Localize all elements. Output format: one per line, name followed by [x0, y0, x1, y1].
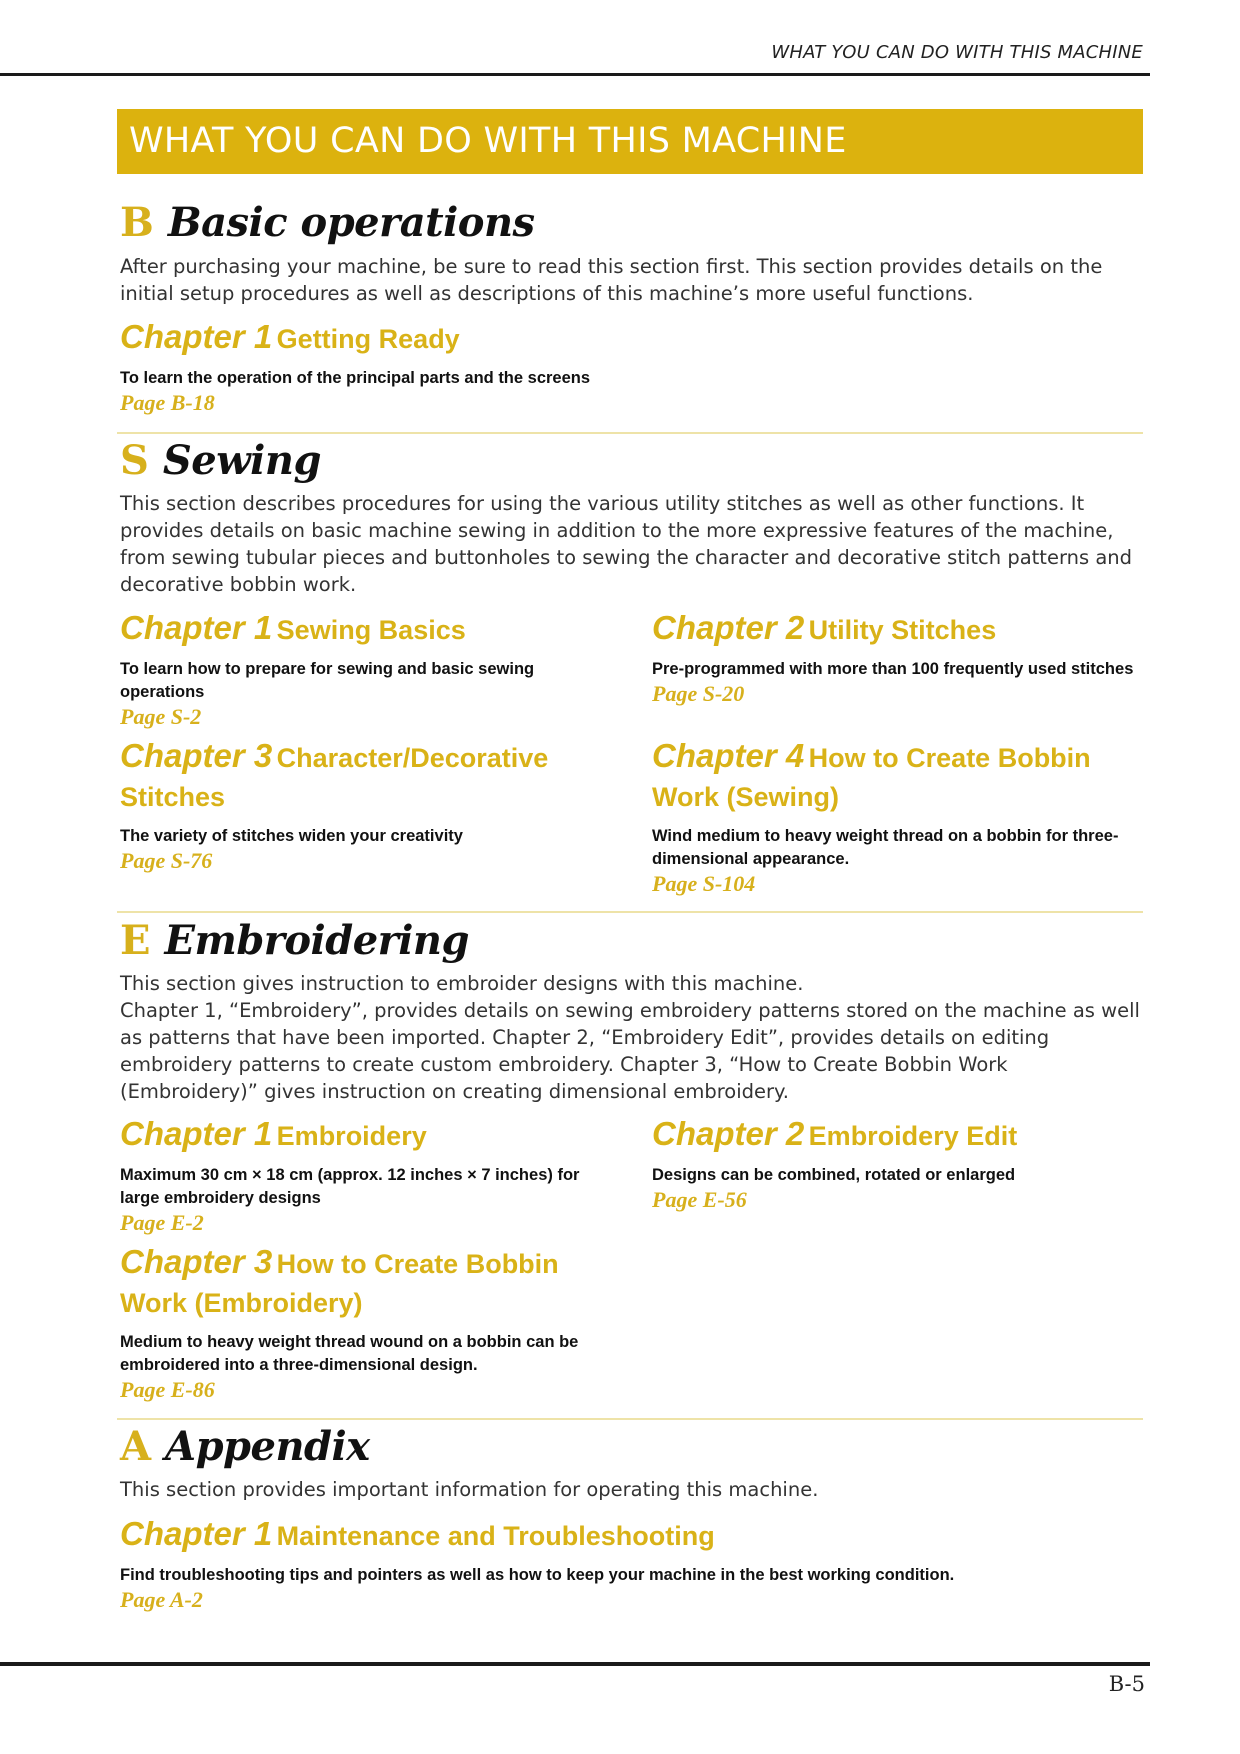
section-title: Embroidering: [164, 917, 469, 964]
section-intro: [120, 1476, 1150, 1503]
chapter-page-ref: Page S-76: [120, 848, 213, 873]
chapter-page-ref: Page A-2: [120, 1587, 203, 1612]
running-head: WHAT YOU CAN DO WITH THIS MACHINE: [771, 42, 1143, 63]
chapter-title: Getting Ready: [276, 324, 460, 354]
chapter-heading: [120, 610, 620, 652]
chapter-getting-ready: [120, 319, 1120, 416]
chapter-number: Chapter 3: [120, 1243, 273, 1280]
chapter-number: Chapter 1: [120, 1115, 273, 1152]
section-title: Basic operations: [167, 199, 535, 246]
chapter-page-ref: Page S-104: [652, 871, 756, 896]
chapter-heading: [120, 1116, 620, 1158]
chapter-bobbin-work-embroidery: [120, 1244, 620, 1403]
chapter-description: To learn how to prepare for sewing and basic sewing operations: [120, 660, 535, 701]
intro-paragraph: Chapter 1, “Embroidery”, provides details on sewing embroidery patterns stored on the machine as well as patterns that have been imported. Chapter 2, “Embroidery Edit”, provides details on editing embroidery patterns to create custom embroidery. Chapter 3, “How to Create Bobbin Work (Embroidery)” gives instruction on creating dimensional embroidery.: [120, 999, 1140, 1103]
chapter-heading: [120, 1244, 620, 1325]
top-rule: [0, 73, 1150, 76]
chapter-title: Embroidery: [276, 1121, 427, 1151]
chapter-maintenance: [120, 1516, 1140, 1613]
section-letter: E: [120, 917, 151, 964]
section-letter: A: [120, 1423, 152, 1470]
chapter-title: Utility Stitches: [808, 615, 997, 645]
chapter-page-ref: Page E-56: [652, 1187, 747, 1212]
chapter-title: Maintenance and Troubleshooting: [276, 1521, 715, 1551]
chapter-title: How to Create Bobbin Work (Sewing): [652, 743, 1091, 812]
chapter-heading: [652, 738, 1152, 819]
chapter-title: Sewing Basics: [276, 615, 466, 645]
section-heading-basic-operations: [120, 198, 535, 248]
chapter-page-ref: Page S-20: [652, 681, 745, 706]
chapter-number: Chapter 2: [652, 1115, 805, 1152]
bottom-rule: [0, 1662, 1150, 1666]
chapter-character-decorative: [120, 738, 620, 874]
section-separator: [117, 911, 1143, 913]
chapter-embroidery-edit: [652, 1116, 1152, 1213]
chapter-description: Maximum 30 cm × 18 cm (approx. 12 inches × 7 inches) for large embroidery designs: [120, 1166, 580, 1207]
intro-paragraph: This section describes procedures for using the various utility stitches as well as other functions. It provides details on basic machine sewing in addition to the more expressive features of the machine, from sewing tubular pieces and buttonholes to sewing the character and decorative stitch patterns and decorative bobbin work.: [120, 492, 1133, 596]
section-letter: B: [120, 199, 154, 246]
chapter-title: Embroidery Edit: [808, 1121, 1018, 1151]
chapter-embroidery: [120, 1116, 620, 1236]
chapter-description: To learn the operation of the principal parts and the screens: [120, 369, 591, 387]
section-heading-embroidering: [120, 916, 469, 966]
chapter-heading: [120, 738, 620, 819]
chapter-sewing-basics: [120, 610, 620, 730]
section-title: Appendix: [165, 1423, 370, 1470]
section-separator: [117, 1418, 1143, 1420]
section-heading-sewing: [120, 436, 321, 486]
chapter-number: Chapter 1: [120, 318, 273, 355]
chapter-heading: [120, 1516, 1140, 1558]
chapter-description: Medium to heavy weight thread wound on a bobbin can be embroidered into a three-dimensional design.: [120, 1333, 579, 1374]
chapter-title: Character/Decorative Stitches: [120, 743, 549, 812]
chapter-number: Chapter 1: [120, 609, 273, 646]
chapter-page-ref: Page E-86: [120, 1377, 215, 1402]
chapter-page-ref: Page S-2: [120, 704, 202, 729]
chapter-description: Find troubleshooting tips and pointers as well as how to keep your machine in the best working condition.: [120, 1566, 955, 1584]
chapter-number: Chapter 2: [652, 609, 805, 646]
chapter-heading: [120, 319, 1120, 361]
section-intro: [120, 253, 1150, 307]
chapter-number: Chapter 3: [120, 737, 273, 774]
section-letter: S: [120, 437, 149, 484]
page-number: B-5: [1108, 1672, 1145, 1696]
chapter-description: Pre-programmed with more than 100 frequently used stitches: [652, 660, 1134, 678]
chapter-bobbin-work-sewing: [652, 738, 1152, 897]
section-intro: [120, 970, 1150, 1105]
banner-title: WHAT YOU CAN DO WITH THIS MACHINE: [117, 109, 1143, 174]
chapter-description: The variety of stitches widen your creativity: [120, 827, 463, 845]
chapter-heading: [652, 610, 1152, 652]
chapter-number: Chapter 4: [652, 737, 805, 774]
section-separator: [117, 432, 1143, 434]
chapter-description: Wind medium to heavy weight thread on a bobbin for three-dimensional appearance.: [652, 827, 1119, 868]
chapter-utility-stitches: [652, 610, 1152, 707]
section-intro: [120, 490, 1150, 598]
chapter-number: Chapter 1: [120, 1515, 273, 1552]
section-heading-appendix: [120, 1422, 370, 1472]
chapter-page-ref: Page E-2: [120, 1210, 204, 1235]
chapter-heading: [652, 1116, 1152, 1158]
intro-paragraph: This section provides important information for operating this machine.: [120, 1478, 819, 1501]
chapter-description: Designs can be combined, rotated or enlarged: [652, 1166, 1016, 1184]
intro-paragraph: This section gives instruction to embroider designs with this machine.: [120, 972, 804, 995]
chapter-page-ref: Page B-18: [120, 390, 215, 415]
intro-paragraph: After purchasing your machine, be sure to read this section first. This section provides details on the initial setup procedures as well as descriptions of this machine’s more useful functions.: [120, 255, 1103, 305]
section-title: Sewing: [162, 437, 321, 484]
chapter-title: How to Create Bobbin Work (Embroidery): [120, 1249, 559, 1318]
